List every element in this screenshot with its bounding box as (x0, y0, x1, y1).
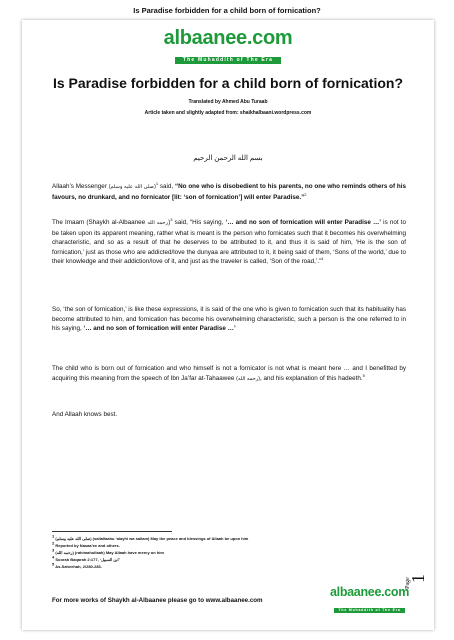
footnote-3 (52, 549, 352, 556)
paragraph-1 (52, 182, 406, 202)
footnotes (52, 535, 352, 570)
footnote-number: 3 (52, 547, 55, 553)
footnote-ref-4[interactable]: 4 (321, 255, 324, 261)
footer-logo-tagline: The Muhaddith of The Era (334, 608, 404, 613)
p2-text-a: The Imaam (Shaykh al-Albaanee (52, 219, 148, 226)
footnote-ref-5[interactable]: 5 (362, 372, 365, 378)
albaanee-logo (22, 28, 434, 66)
p1-quote: “No one who is disobedient to his parents, no one who reminds others of his favours, no drunkard, and no fornicator [lit: ‘son of fornication’] will enter Paradise.” (52, 183, 406, 201)
footnote-2 (52, 542, 352, 549)
p4-text-a: The child who is born out of fornication and who himself is not a fornicator is not what is meant here … and I benefitted by acquiring this meaning from the speech of Ibn Ja’far at-Tahaawee (52, 365, 406, 382)
p3-text: So, ‘the son of fornication,’ is like these expressions, it is said of the one who is given to fornication such that its habituality has become attributed to him, and fornication has become his overwhelming characteristic, such a person is the one referred to in his saying, (52, 306, 406, 332)
footnote-text: Reported by Nasaa’ee and others. (55, 543, 120, 548)
footnote-number: 4 (52, 554, 55, 560)
footnote-text: Soorah Baqarah 2:177, ‘ابن السبيل’ (55, 557, 120, 562)
paragraph-3 (52, 305, 406, 334)
p3-quote: ‘… and no son of fornication will enter Paradise …’ (83, 325, 236, 332)
footnote-number: 5 (52, 561, 55, 567)
footnote-1 (52, 535, 352, 542)
bismillah: بسم الله الرحمن الرحيم (193, 155, 263, 162)
footer-link-text[interactable]: For more works of Shaykh al-Albaanee please go to www.albaanee.com (52, 597, 263, 604)
logo-text: albaanee.com (163, 27, 293, 49)
p2-arabic: رحمه الله (147, 220, 169, 226)
footnote-ref-3[interactable]: 3 (170, 216, 173, 222)
footnote-text: (صلى الله عليه وسلم) (sallallaahu ‘alayhi wa sallam) May the peace and blessings of Allaah be upon him (55, 536, 249, 541)
p2-text-c: said, “His saying, (172, 219, 226, 226)
p2-text-b: ) (168, 219, 171, 226)
page-number-value: 1 (408, 574, 428, 583)
p1-text-b: said, (158, 183, 175, 190)
footnote-text: (رحمه الله) (rahimahullaah) May Allaah have mercy on him (55, 550, 164, 555)
page-label: Page (404, 577, 411, 589)
footnote-number: 1 (52, 533, 55, 539)
footnote-ref-1[interactable]: 1 (155, 180, 159, 186)
footer-logo-text: albaanee.com (330, 585, 410, 599)
page-title: Is Paradise forbidden for a child born of fornication? (52, 75, 404, 91)
p4-text-b: , and his explanation of this hadeeth. (260, 374, 363, 382)
paragraph-5: And Allaah knows best. (52, 411, 118, 418)
footnote-text: As-Saheehah, 2/280-283. (55, 564, 102, 569)
p1-arabic: (صلى الله عليه وسلم) (108, 184, 156, 190)
footnote-number: 2 (52, 540, 55, 546)
paragraph-2 (52, 218, 406, 267)
logo-tagline: The Muhaddith of The Era (175, 57, 281, 64)
footnote-4 (52, 556, 352, 563)
source-credit: Article taken and slightly adapted from: shaikhalbaani.wordpress.com (144, 110, 312, 116)
p1-text-a: Allaah’s Messenger (52, 183, 109, 190)
footnote-5 (52, 563, 352, 570)
p2-text-d: is not to be taken upon its apparent meaning, rather what is meant is the person who fornicates such that it becomes his overwhelming characteristic, and so as a result of that he deserves to be attributed to it, and thus it is said of him, ‘He is the son of fornication,’ just as those who are addicted/love the dunyaa are attributed to it, it being said of them, ‘Sons of the world,’ due to their knowledge and their addiction/love of it, and just as the traveler is called, ‘Son of the road,’.” (52, 219, 406, 265)
window-title: Is Paradise forbidden for a child born of fornication? (133, 6, 321, 15)
footer-logo (330, 586, 409, 616)
p2-quote: ‘… and no son of fornication will enter Paradise …’ (225, 219, 382, 226)
p4-arabic: (رحمه الله) (236, 375, 261, 382)
footnote-divider (52, 531, 172, 532)
page-number (400, 560, 440, 600)
document-page (22, 20, 434, 630)
footnote-ref-2[interactable]: 2 (304, 191, 307, 197)
paragraph-4 (52, 364, 406, 384)
translator-credit: Translated by Ahmed Abu Turaab (188, 99, 268, 105)
